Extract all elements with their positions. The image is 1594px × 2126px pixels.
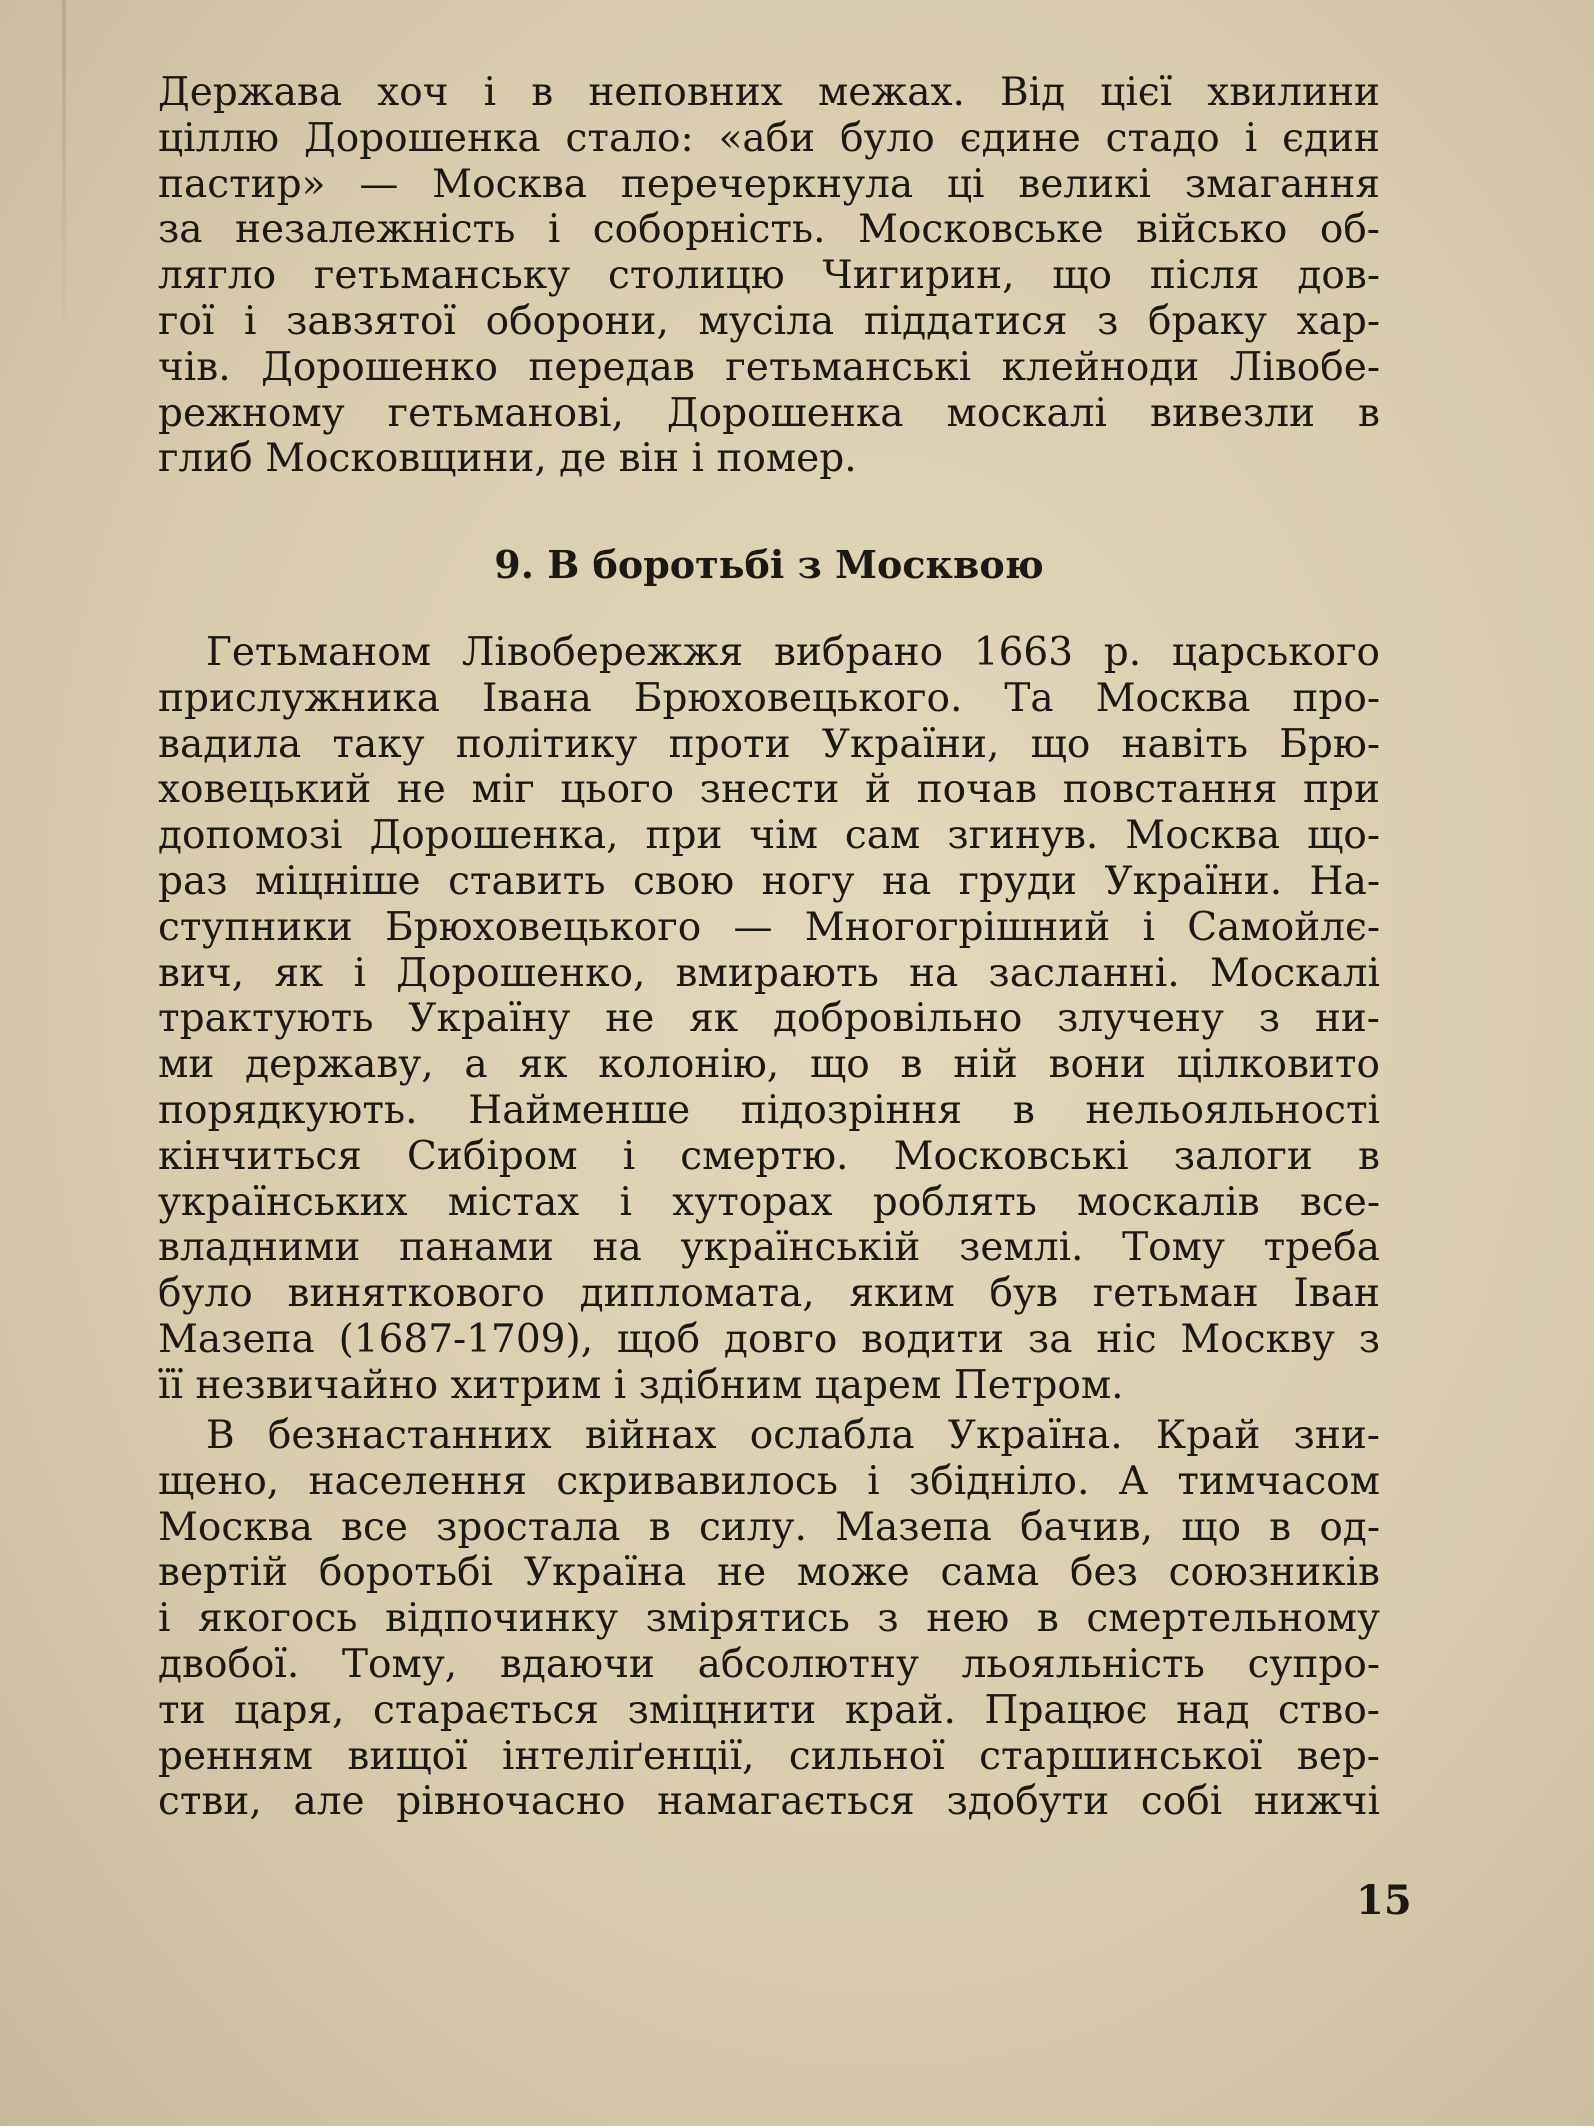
text-line: Москва все зростала в силу. Мазепа бачив, що в од- [158,1504,1380,1550]
text-line: стви, але рівночасно намагається здобути собі нижчі [158,1779,1380,1825]
text-line: глиб Московщини, де він і помер. [158,436,857,482]
text-line: порядкують. Найменше підозріння в нельояльності [158,1087,1380,1133]
page-fold-shadow [62,0,66,360]
text-line: українських містах і хуторах роблять москалів все- [158,1179,1380,1225]
text-line: чів. Дорошенко передав гетьманські клейноди Лівобе- [158,344,1380,390]
text-line: щено, населення скривавилось і збідніло. А тимчасом [158,1458,1380,1504]
text-line: ступники Брюховецького — Многогрішний і Самойлє- [158,904,1380,950]
paragraph-continued [158,70,1380,482]
text-line: режному гетьманові, Дорошенка москалі вивезли в [158,390,1380,436]
text-line: Держава хоч і в неповних межах. Від цієї хвилини [158,70,1380,115]
text-line: ховецький не міг цього знести й почав повстання при [158,767,1380,813]
text-line: пастир» — Москва перечеркнула ці великі змагання [158,161,1380,207]
text-line: трактують Україну не як добровільно злучену з ни- [158,996,1380,1042]
text-line: і якогось відпочинку змірятись з нею в смертельному [158,1596,1380,1642]
text-line: прислужника Івана Брюховецького. Та Москва про- [158,675,1380,721]
text-line: ми державу, а як колонію, що в ній вони цілковито [158,1042,1380,1088]
text-line: ти царя, старається зміцнити край. Працює над ство- [158,1687,1380,1733]
text-line: її незвичайно хитрим і здібним царем Петром. [158,1362,1124,1408]
text-line: було виняткового дипломата, яким був гетьман Іван [158,1271,1380,1317]
text-line: гої і завзятої оборони, мусіла піддатися з браку хар- [158,298,1380,344]
text-line: раз міцніше ставить свою ногу на груди України. На- [158,858,1380,904]
page-number: 15 [1356,1877,1412,1924]
paragraph [158,1413,1380,1825]
paragraph [158,630,1380,1409]
text-line: двобої. Тому, вдаючи абсолютну льояльність супро- [158,1641,1380,1687]
text-line: кінчиться Сибіром і смертю. Московські залоги в [158,1133,1380,1179]
section-heading: 9. В боротьбі з Москвою [494,542,1044,587]
text-line: лягло гетьманську столицю Чигирин, що після дов- [158,253,1380,299]
text-line: Мазепа (1687-1709), щоб довго водити за ніс Москву з [158,1316,1380,1362]
text-line: ренням вищої інтеліґенції, сильної старшинської вер- [158,1733,1380,1779]
text-line: вадила таку політику проти України, що навіть Брю- [158,721,1380,767]
text-line: за незалежність і соборність. Московське військо об- [158,207,1380,253]
text-line: В безнастанних війнах ослабла Україна. Край зни- [206,1413,1380,1458]
text-line: владними панами на українській землі. Тому треба [158,1225,1380,1271]
text-line: допомозі Дорошенка, при чім сам згинув. Москва що- [158,813,1380,859]
text-line: ціллю Дорошенка стало: «аби було єдине стадо і єдин [158,115,1380,161]
text-line: Гетьманом Лівобережжя вибрано 1663 р. царського [206,630,1380,675]
text-line: вертій боротьбі Україна не може сама без союзників [158,1550,1380,1596]
text-line: вич, як і Дорошенко, вмирають на засланні. Москалі [158,950,1380,996]
